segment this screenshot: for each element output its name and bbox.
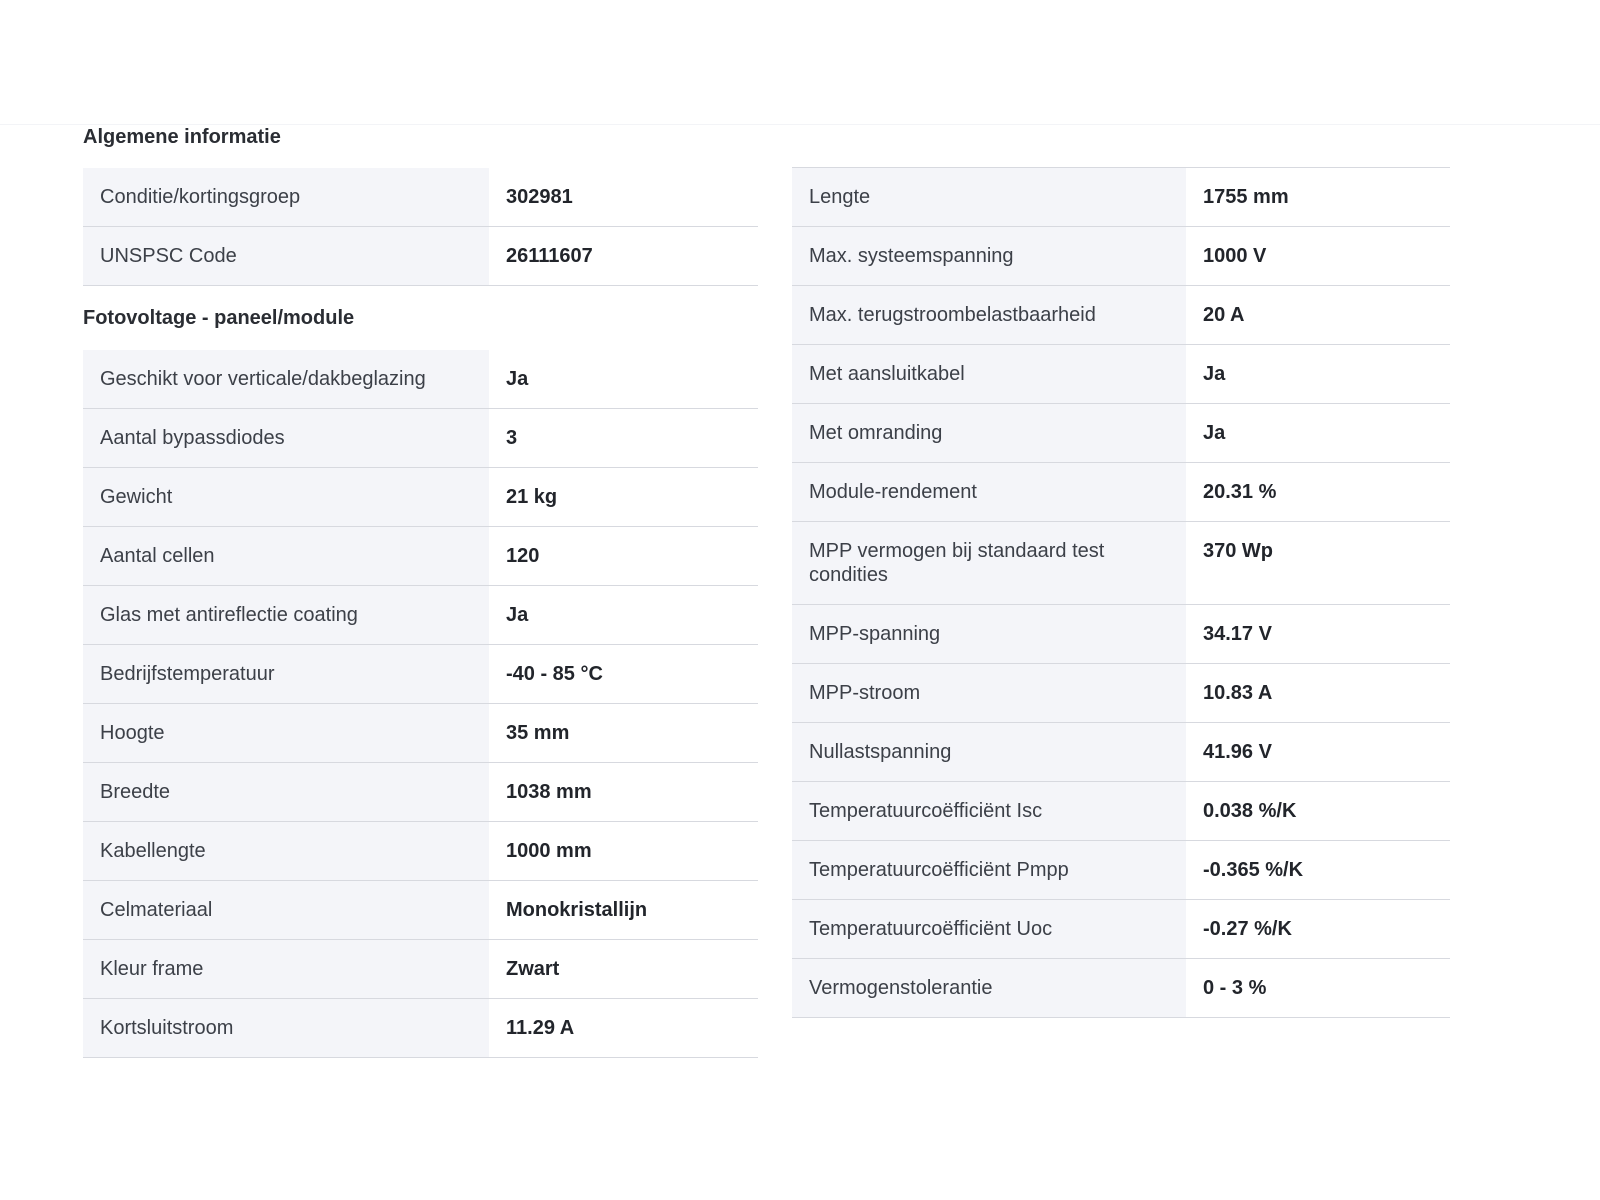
spec-value: 20 A [1186,286,1450,345]
spec-table-right [792,167,1450,1018]
spec-row [792,959,1450,1018]
spec-value: 21 kg [489,468,758,527]
spec-label: Aantal bypassdiodes [83,409,489,468]
spec-value: Ja [1186,404,1450,463]
spec-value: 34.17 V [1186,605,1450,664]
spec-value: 0 - 3 % [1186,959,1450,1018]
spec-label: Kleur frame [83,940,489,999]
spec-label: Temperatuurcoëfficiënt Uoc [792,900,1186,959]
spec-label: Temperatuurcoëfficiënt Isc [792,782,1186,841]
spec-value: 370 Wp [1186,522,1450,605]
spec-row [83,881,758,940]
spec-row [83,409,758,468]
spec-label: Gewicht [83,468,489,527]
spec-row [83,645,758,704]
spec-row [792,664,1450,723]
spec-row [792,605,1450,664]
spec-value: -40 - 85 °C [489,645,758,704]
spec-row [83,350,758,409]
spec-value: 11.29 A [489,999,758,1058]
spec-row [792,522,1450,605]
spec-label: Nullastspanning [792,723,1186,782]
spec-table-general [83,168,758,286]
spec-label: Lengte [792,168,1186,227]
spec-row [83,763,758,822]
spec-label: Aantal cellen [83,527,489,586]
spec-row [83,468,758,527]
spec-value: 1038 mm [489,763,758,822]
spec-row [792,404,1450,463]
section-title-general: Algemene informatie [83,126,281,148]
spec-value: 1000 mm [489,822,758,881]
spec-row [792,782,1450,841]
spec-value: 0.038 %/K [1186,782,1450,841]
spec-label: MPP-spanning [792,605,1186,664]
spec-label: Max. terugstroombelastbaarheid [792,286,1186,345]
spec-label: Kortsluitstroom [83,999,489,1058]
spec-value: Ja [489,350,758,409]
spec-value: Monokristallijn [489,881,758,940]
spec-row [83,227,758,286]
spec-row [792,345,1450,404]
spec-label: Module-rendement [792,463,1186,522]
spec-value: 10.83 A [1186,664,1450,723]
spec-label: Vermogenstolerantie [792,959,1186,1018]
spec-value: 120 [489,527,758,586]
spec-row [83,822,758,881]
spec-row [83,527,758,586]
spec-value: 1000 V [1186,227,1450,286]
spec-value: Zwart [489,940,758,999]
spec-row [83,586,758,645]
spec-row [83,999,758,1058]
spec-value: -0.365 %/K [1186,841,1450,900]
spec-row [792,227,1450,286]
spec-value: 41.96 V [1186,723,1450,782]
spec-table-pv [83,350,758,1058]
spec-label: Geschikt voor verticale/dakbeglazing [83,350,489,409]
spec-value: 1755 mm [1186,168,1450,227]
spec-value: Ja [1186,345,1450,404]
section-title-pv: Fotovoltage - paneel/module [83,307,355,329]
spec-value: -0.27 %/K [1186,900,1450,959]
spec-label: Breedte [83,763,489,822]
spec-row [792,900,1450,959]
spec-row [792,723,1450,782]
spec-label: Celmateriaal [83,881,489,940]
spec-label: Met omranding [792,404,1186,463]
spec-value: 20.31 % [1186,463,1450,522]
spec-label: Met aansluitkabel [792,345,1186,404]
spec-label: MPP vermogen bij standaard test condities [792,522,1186,605]
spec-label: Max. systeemspanning [792,227,1186,286]
spec-row [792,286,1450,345]
spec-row [83,704,758,763]
spec-row [792,463,1450,522]
page-header-area [0,0,1600,125]
spec-value: 302981 [489,168,758,227]
spec-value: 35 mm [489,704,758,763]
spec-row [83,168,758,227]
spec-value: Ja [489,586,758,645]
spec-label: Glas met antireflectie coating [83,586,489,645]
spec-label: UNSPSC Code [83,227,489,286]
spec-row [83,940,758,999]
spec-label: Bedrijfstemperatuur [83,645,489,704]
spec-label: Conditie/kortingsgroep [83,168,489,227]
spec-row [792,168,1450,227]
spec-value: 26111607 [489,227,758,286]
spec-label: Kabellengte [83,822,489,881]
spec-value: 3 [489,409,758,468]
spec-row [792,841,1450,900]
spec-label: Temperatuurcoëfficiënt Pmpp [792,841,1186,900]
spec-label: Hoogte [83,704,489,763]
spec-label: MPP-stroom [792,664,1186,723]
